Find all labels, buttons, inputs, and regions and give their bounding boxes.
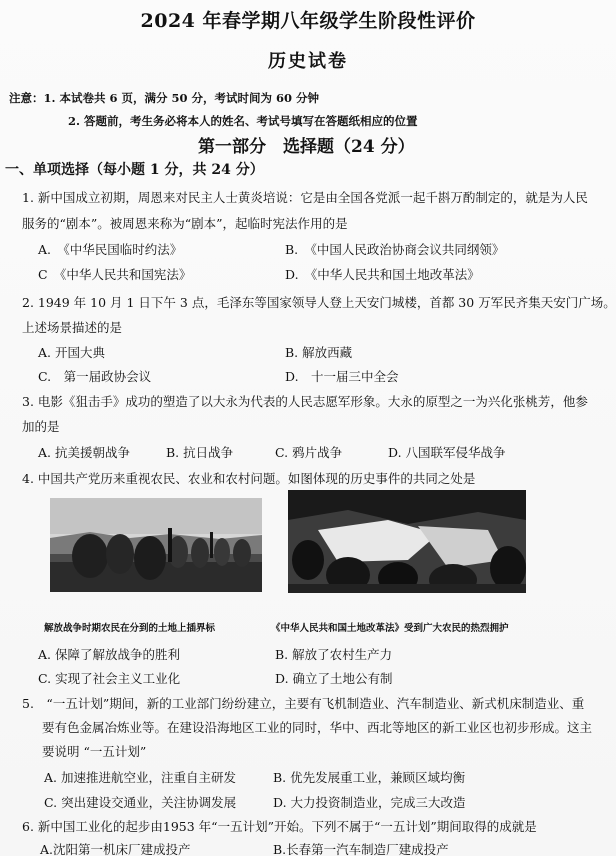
question-5-line-2: 要有色金属冶炼业等。在建设沿海地区工业的同时，华中、西北等地区的新工业区也初步形成。这主 [42,720,593,735]
question-3-line-2: 加的是 [22,419,60,434]
exam-subtitle: 历史试卷 [268,51,348,72]
question-1-option-c: C 《中华人民共和国宪法》 [38,267,192,282]
question-5-option-c: C. 突出建设交通业，关注协调发展 [44,795,237,810]
question-6-option-b: B.长春第一汽车制造厂建成投产 [273,842,449,857]
question-1-line-2: 服务的“剧本”。被周恩来称为“剧本”，起临时宪法作用的是 [22,216,348,231]
question-4-line-1: 4. 中国共产党历来重视农民、农业和农村问题。如图体现的历史事件的共同之处是 [22,471,476,486]
question-5-option-b: B. 优先发展重工业，兼顾区域均衡 [273,770,466,785]
question-4-option-b: B. 解放了农村生产力 [275,647,393,662]
part1-heading: 第一部分 选择题（24 分） [198,137,415,157]
question-1-option-d: D. 《中华人民共和国土地改革法》 [285,267,480,282]
question-1-option-a: A. 《中华民国临时约法》 [38,242,183,257]
question-2-line-1: 2. 1949 年 10 月 1 日下午 3 点，毛泽东等国家领导人登上天安门城楼，首都 30 万军民齐集天安门广场。 [22,295,616,310]
question-4-option-a: A. 保障了解放战争的胜利 [38,647,180,662]
photo-land-reform-crowd [288,490,526,593]
question-2-option-a: A. 开国大典 [38,345,105,360]
question-3-option-c: C. 鸦片战争 [275,445,343,460]
photo-farmers-land-markers-graphic [50,498,262,592]
notice-line-2: 2. 答题前，考生务必将本人的姓名、考试号填写在答题纸相应的位置 [68,114,418,128]
question-5-option-a: A. 加速推进航空业，注重自主研发 [44,770,236,785]
question-1-option-b: B. 《中国人民政治协商会议共同纲领》 [285,242,505,257]
question-2-option-b: B. 解放西藏 [285,345,353,360]
photo-farmers-land-markers [50,498,262,592]
question-2-option-d: D. 十一届三中全会 [285,369,399,384]
question-6-option-a: A.沈阳第一机床厂建成投产 [40,842,191,857]
photo-caption-1: 解放战争时期农民在分到的土地上插界标 [44,623,216,634]
question-6-line-1: 6. 新中国工业化的起步由1953 年“一五计划”开始。下列不属于“一五计划”期间取得的成就是 [22,819,537,834]
question-3-option-d: D. 八国联军侵华战争 [388,445,506,460]
question-3-option-b: B. 抗日战争 [166,445,234,460]
question-2-option-c: C. 第一届政协会议 [38,369,152,384]
question-3-line-1: 3. 电影《狙击手》成功的塑造了以大永为代表的人民志愿军形象。大永的原型之一为兴化张桃芳，他参 [22,394,588,409]
question-3-option-a: A. 抗美援朝战争 [38,445,130,460]
question-5-option-d: D. 大力投资制造业，完成三大改造 [273,795,466,810]
photo-land-reform-crowd-graphic [288,490,526,593]
notice-line-1: 注意：1. 本试卷共 6 页，满分 50 分，考试时间为 60 分钟 [9,91,320,105]
question-5-line-1: 5. “一五计划”期间，新的工业部门纷纷建立，主要有飞机制造业、汽车制造业、新式机床制造业、重 [22,696,585,711]
question-5-line-3: 要说明 “一五计划” [42,744,147,759]
question-4-option-c: C. 实现了社会主义工业化 [38,671,181,686]
question-2-line-2: 上述场景描述的是 [22,320,123,335]
section-heading: 一、单项选择（每小题 1 分，共 24 分） [5,162,264,178]
question-4-option-d: D. 确立了土地公有制 [275,671,393,686]
exam-title: 2024 年春学期八年级学生阶段性评价 [140,10,476,32]
question-1-line-1: 1. 新中国成立初期，周恩来对民主人士黄炎培说：它是由全国各党派一起千斟万酌制定的，就是为人民 [22,190,588,205]
photo-caption-2: 《中华人民共和国土地改革法》受到广大农民的热烈拥护 [271,623,509,634]
